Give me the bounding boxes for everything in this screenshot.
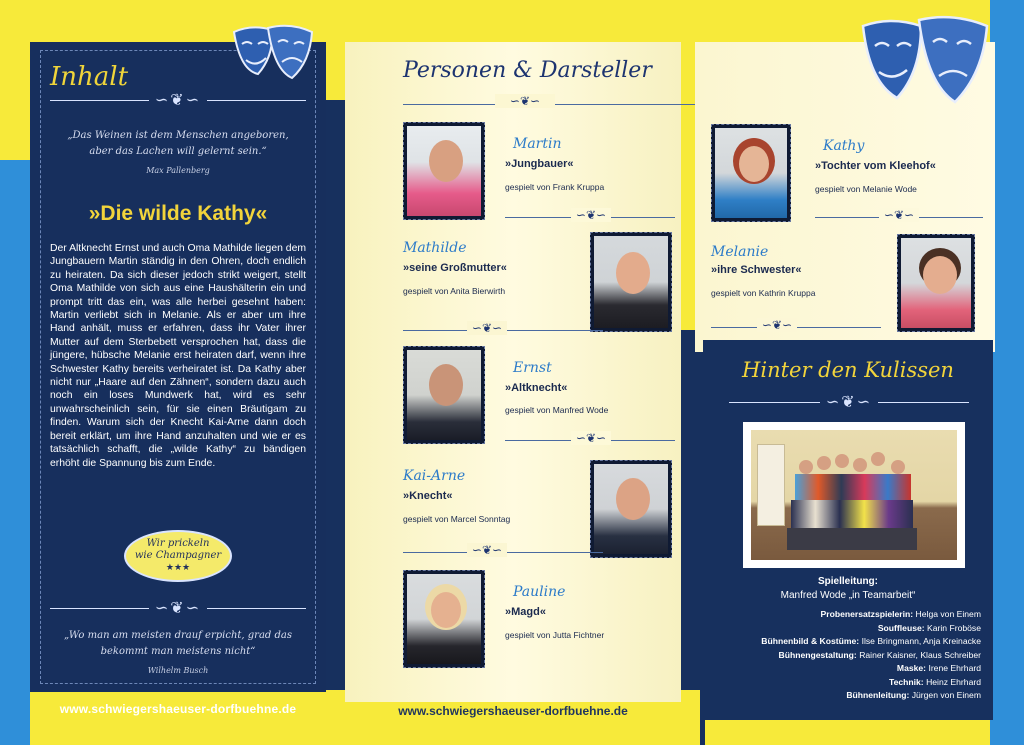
badge-line-1: Wir prickeln <box>146 538 210 549</box>
actor-pauline: gespielt von Jutta Fichtner <box>505 630 605 640</box>
actor-martin: gespielt von Frank Kruppa <box>505 182 605 192</box>
inhalt-heading: Inhalt <box>50 62 129 92</box>
photo-kathy <box>711 124 791 222</box>
role-name-kathy: Kathy <box>823 138 865 154</box>
spielleitung-label: Spielleitung: <box>818 576 878 587</box>
ornament-icon: ∽❦∽ <box>467 321 507 335</box>
ornament-icon: ∽❦∽ <box>50 90 306 110</box>
actor-melanie: gespielt von Kathrin Kruppa <box>711 288 816 298</box>
badge-stars-icon: ★★★ <box>165 563 191 573</box>
team-photo <box>743 422 965 568</box>
role-desc-martin: »Jungbauer« <box>505 158 574 170</box>
ornament-icon-middle: ∽❦∽ <box>495 94 555 108</box>
ornament-icon: ∽❦∽ <box>467 543 507 557</box>
role-name-ernst: Ernst <box>513 360 552 376</box>
credit-row: Bühnengestaltung: Rainer Kaisner, Klaus Schreiber <box>778 649 981 660</box>
quote-busch-author: Wilhelm Busch <box>147 666 209 675</box>
credit-row: Technik: Heinz Ehrhard <box>888 676 981 687</box>
actor-ernst: gespielt von Manfred Wode <box>505 405 609 415</box>
photo-ernst <box>403 346 485 444</box>
photo-martin <box>403 122 485 220</box>
role-name-melanie: Melanie <box>711 244 769 260</box>
role-desc-kai-arne: »Knecht« <box>403 490 453 502</box>
right-panel <box>695 42 995 352</box>
play-title: »Die wilde Kathy« <box>88 202 268 225</box>
role-desc-kathy: »Tochter vom Kleehof« <box>815 160 936 172</box>
background-blue-stripe <box>0 160 30 745</box>
ornament-icon: ∽❦∽ <box>757 318 797 332</box>
kulissen-heading: Hinter den Kulissen <box>742 358 954 382</box>
ornament-icon-bottom: ∽❦∽ <box>50 598 306 618</box>
photo-mathilde <box>590 232 672 332</box>
theatre-masks-icon-right <box>855 12 995 122</box>
quote-busch: „Wo man am meisten drauf erpicht, grad das bekommt man meistens nicht“ <box>64 630 292 657</box>
photo-kai-arne <box>590 460 672 558</box>
quote-pallenberg: „Das Weinen ist dem Menschen angeboren, aber das Lachen will gelernt sein.“ <box>67 130 289 157</box>
website-link-left[interactable]: www.schwiegershaeuser-dorfbuehne.de <box>59 702 297 716</box>
photo-pauline <box>403 570 485 668</box>
role-desc-melanie: »ihre Schwester« <box>711 264 802 276</box>
quote-pallenberg-author: Max Pallenberg <box>146 166 210 175</box>
website-link-middle[interactable]: www.schwiegershaeuser-dorfbuehne.de <box>398 704 628 718</box>
middle-panel <box>345 42 681 702</box>
credits-list <box>701 608 981 703</box>
ornament-icon: ∽❦∽ <box>571 431 611 445</box>
ornament-icon: ∽❦∽ <box>571 208 611 222</box>
role-name-mathilde: Mathilde <box>403 240 467 256</box>
credit-row: Bühnenbild & Kostüme: Ilse Bringmann, Anja Kreinacke <box>761 636 981 646</box>
champagner-badge <box>124 530 232 582</box>
theatre-masks-icon <box>228 22 318 92</box>
left-panel <box>30 42 326 692</box>
role-name-kai-arne: Kai-Arne <box>403 468 466 484</box>
spielleitung-value: Manfred Wode „in Teamarbeit“ <box>780 590 916 601</box>
kulissen-panel <box>703 340 993 720</box>
badge-line-2: wie Champagner <box>134 550 222 561</box>
synopsis-text: Der Altknecht Ernst und auch Oma Mathilde liegen dem Jungbauern Martin ständig in den Ohren, doch endlich zu heiraten. Da sich dieser jedoch strikt weigert, stellt Oma Mathilde von sich aus eine Haushälterin ein und prompt tritt das ein, was alle herbei gesehnt haben: Martin verliebt sich in Melanie. Als er aber um ihre Hand anhält, muss er erfahren, dass ihr Vater ihrer Mutter auf dem Sterbebett versprochen hat, dass die jüngere, hübsche Melanie erst heiraten darf, wenn ihre Schwester Kathy bereits verheiratet ist. Da Kathy aber nicht nur „Haare auf den Zähnen“, sondern dazu auch noch ein loses Mundwerk hat, wird es sehr unwahrscheinlich sein, für sie einen Bräutigam zu finden. Warum sich der Knecht Kai-Arne dann doch bereit erklärt, um ihre Hand anzuhalten und wie er es tatsächlich schafft, die „wilde Kathy“ zu bändigen erhöht die Spannung bis zum Ende. <box>50 243 306 469</box>
credit-row: Maske: Irene Ehrhard <box>896 663 981 673</box>
role-desc-mathilde: »seine Großmutter« <box>403 262 507 274</box>
actor-kai-arne: gespielt von Marcel Sonntag <box>403 514 511 524</box>
actor-kathy: gespielt von Melanie Wode <box>815 184 917 194</box>
actor-mathilde: gespielt von Anita Bierwirth <box>403 286 506 296</box>
background-blue-stripe-right <box>990 0 1024 745</box>
role-name-pauline: Pauline <box>513 584 566 600</box>
credit-row: Bühnenleitung: Jürgen von Einem <box>846 690 981 700</box>
ornament-icon: ∽❦∽ <box>879 208 919 222</box>
credit-row: Souffleuse: Karin Froböse <box>877 622 981 633</box>
role-desc-ernst: »Altknecht« <box>505 382 568 394</box>
photo-melanie <box>897 234 975 332</box>
personen-heading: Personen & Darsteller <box>403 58 652 83</box>
role-name-martin: Martin <box>513 136 562 152</box>
ornament-icon-kulissen: ∽❦∽ <box>729 392 969 412</box>
credit-row: Probenersatzspielerin: Helga von Einem <box>820 609 981 619</box>
role-desc-pauline: »Magd« <box>505 606 546 618</box>
